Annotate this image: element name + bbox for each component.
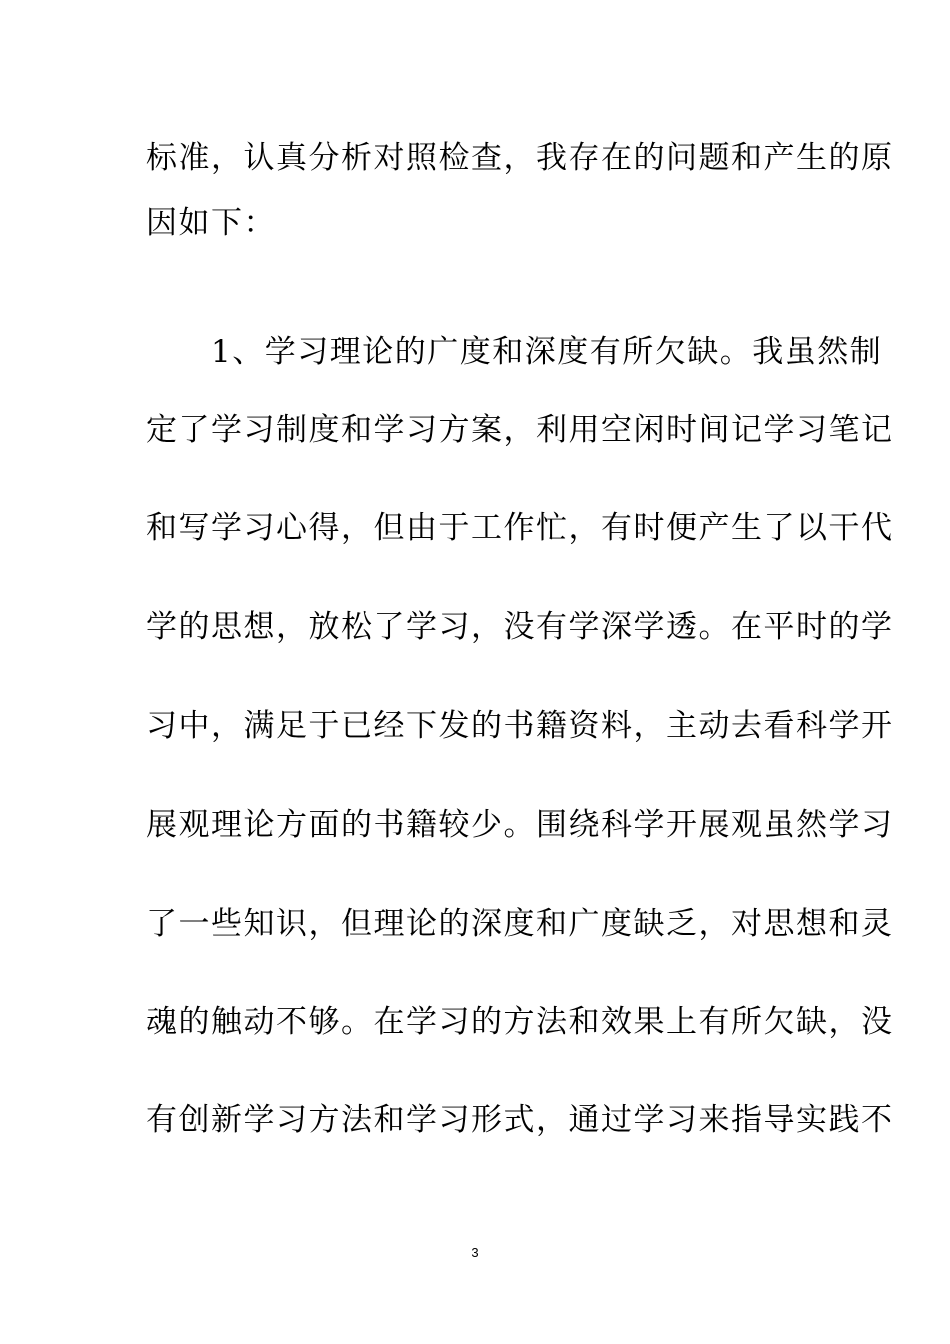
text-line: 展观理论方面的书籍较少。围绕科学开展观虽然学习 bbox=[146, 807, 894, 843]
text-line: 有创新学习方法和学习形式，通过学习来指导实践不 bbox=[146, 1102, 894, 1138]
text-line: 因如下： bbox=[146, 205, 276, 241]
text-line: 了一些知识，但理论的深度和广度缺乏，对思想和灵 bbox=[146, 906, 894, 942]
text-line: 学的思想，放松了学习，没有学深学透。在平时的学 bbox=[146, 609, 894, 645]
text-line: 定了学习制度和学习方案，利用空闲时间记学习笔记 bbox=[146, 412, 894, 448]
text-line: 魂的触动不够。在学习的方法和效果上有所欠缺，没 bbox=[146, 1004, 894, 1040]
text-line: 1、学习理论的广度和深度有所欠缺。我虽然制 bbox=[146, 334, 883, 370]
page-number: 3 bbox=[471, 1245, 479, 1260]
text-line: 和写学习心得，但由于工作忙，有时便产生了以干代 bbox=[146, 510, 894, 546]
text-line: 标准，认真分析对照检查，我存在的问题和产生的原 bbox=[146, 140, 894, 176]
text-line: 习中，满足于已经下发的书籍资料，主动去看科学开 bbox=[146, 708, 894, 744]
